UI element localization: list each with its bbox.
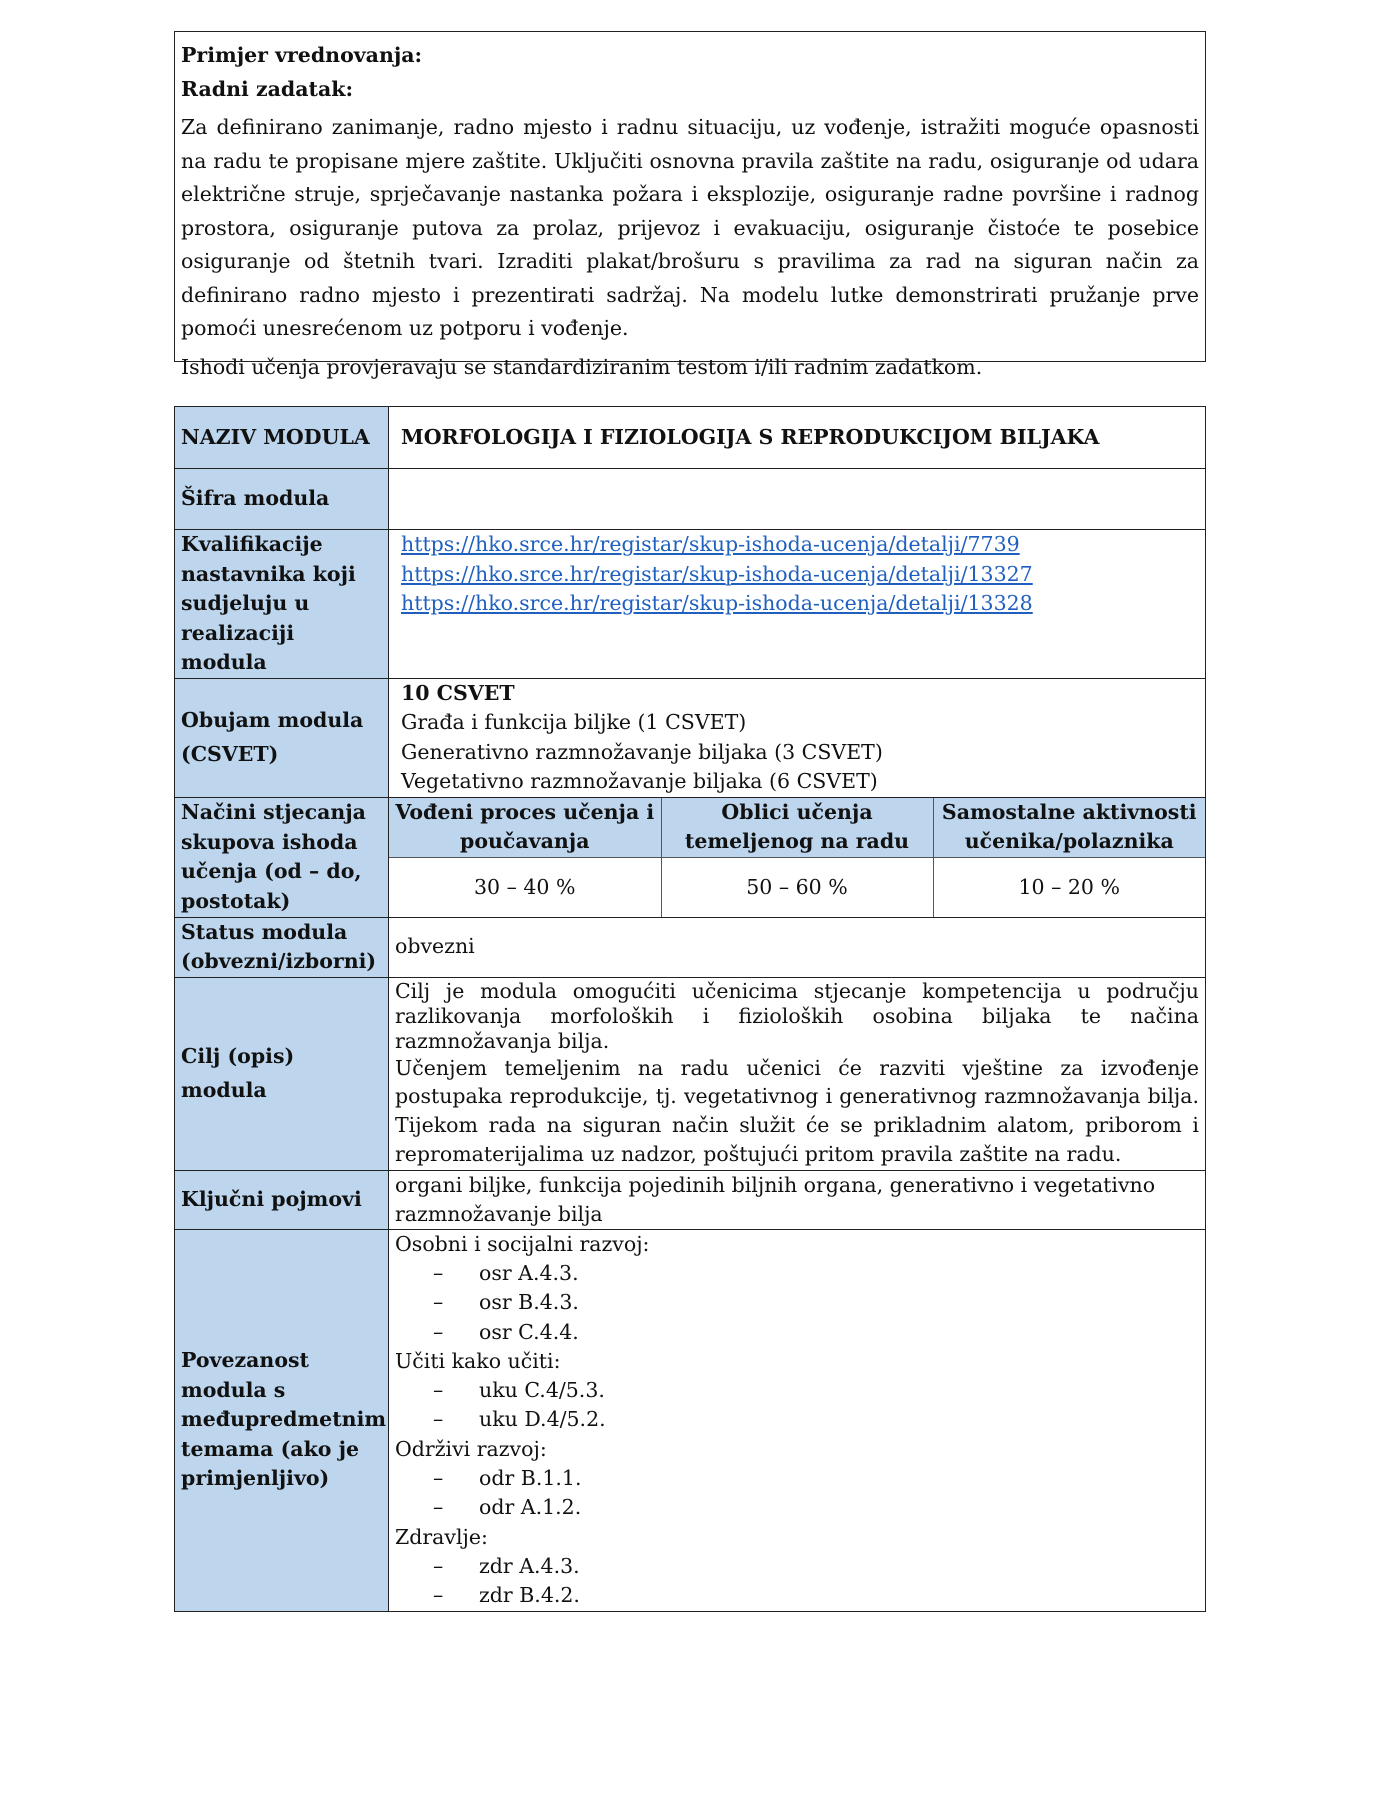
- methods-value: 50 – 60 %: [661, 858, 933, 917]
- cross-label: Povezanost modula s međupredmetnim temama (ako je primjenljivo): [175, 1229, 389, 1611]
- methods-header: Vođeni proces učenja i poučavanja: [389, 798, 661, 858]
- dash-bullet-icon: –: [433, 1290, 444, 1315]
- cross-item: – zdr B.4.2.: [395, 1581, 1199, 1610]
- status-label: Status modula (obvezni/izborni): [175, 917, 389, 977]
- cross-group-title: Učiti kako učiti:: [395, 1348, 561, 1373]
- status-value: obvezni: [389, 917, 1206, 977]
- keywords-label: Ključni pojmovi: [175, 1170, 389, 1229]
- module-name-label: NAZIV MODULA: [175, 407, 389, 469]
- dash-bullet-icon: –: [433, 1495, 444, 1520]
- dash-bullet-icon: –: [433, 1319, 444, 1344]
- methods-header: Oblici učenja temeljenog na radu: [661, 798, 933, 858]
- row-module-name: [175, 407, 1206, 469]
- cross-item: – zdr A.4.3.: [395, 1552, 1199, 1581]
- volume-item: Građa i funkcija biljke (1 CSVET): [401, 710, 747, 734]
- outcomes-text: Ishodi učenja provjeravaju se standardiziranim testom i/ili radnim zadatkom.: [181, 354, 983, 379]
- row-goal: [175, 977, 1206, 1170]
- cross-value: [389, 1229, 1206, 1611]
- cross-group-title: Osobni i socijalni razvoj:: [395, 1231, 650, 1256]
- volume-label: Obujam modula (CSVET): [175, 678, 389, 797]
- goal-value: [389, 977, 1206, 1170]
- qualification-link[interactable]: https://hko.srce.hr/registar/skup-ishoda-ucenja/detalji/13328: [401, 591, 1033, 615]
- module-code-label: Šifra modula: [175, 469, 389, 530]
- qualification-link[interactable]: https://hko.srce.hr/registar/skup-ishoda-ucenja/detalji/7739: [401, 532, 1020, 556]
- dash-bullet-icon: –: [433, 1407, 444, 1432]
- evaluation-heading: Primjer vrednovanja:: [181, 43, 423, 67]
- methods-label: Načini stjecanja skupova ishoda učenja (od – do, postotak): [175, 797, 389, 917]
- dash-bullet-icon: –: [433, 1466, 444, 1491]
- row-cross-curricular: [175, 1229, 1206, 1611]
- module-table: [174, 406, 1206, 1612]
- dash-bullet-icon: –: [433, 1553, 444, 1578]
- cross-item: – osr A.4.3.: [395, 1259, 1199, 1288]
- methods-subtable: [389, 798, 1205, 917]
- cross-item: – uku C.4/5.3.: [395, 1376, 1199, 1405]
- goal-paragraph: Cilj je modula omogućiti učenicima stjecanje kompetencija u području razlikovanja morfoloških i fizioloških osobina biljaka te načina razmnožavanja bilja.: [395, 978, 1199, 1053]
- cross-item: – osr C.4.4.: [395, 1318, 1199, 1347]
- row-volume: [175, 678, 1206, 797]
- qualification-link[interactable]: https://hko.srce.hr/registar/skup-ishoda-ucenja/detalji/13327: [401, 561, 1033, 586]
- evaluation-example-box: [174, 31, 1206, 379]
- volume-total: 10 CSVET: [401, 680, 515, 705]
- qualifications-label: Kvalifikacije nastavnika koji sudjeluju u realizaciji modula: [175, 530, 389, 679]
- dash-bullet-icon: –: [433, 1260, 444, 1285]
- cross-group-title: Održivi razvoj:: [395, 1436, 547, 1461]
- task-text: Za definirano zanimanje, radno mjesto i radnu situaciju, uz vođenje, istražiti moguće opasnosti na radu te propisane mjere zaštite. Uključiti osnovna pravila zaštite na radu, osiguranje od udara električne struje, sprječavanje nastanka požara i eksplozije, osiguranje radne površine i radnog prostora, osiguranje putova za prolaz, prijevoz i evakuaciju, osiguranje čistoće te posebice osiguranje od štetnih tvari. Izraditi plakat/brošuru s pravilima za rad na siguran način za definirano radno mjesto i prezentirati sadržaj. Na modelu lutke demonstrirati pružanje prve pomoći unesrećenom uz potporu i vođenje.: [181, 115, 1199, 340]
- goal-paragraph: Učenjem temeljenim na radu učenici će razviti vještine za izvođenje postupaka reprodukcije, tj. vegetativnog i generativnog razmnožavanja bilja. Tijekom rada na siguran način služit će se prikladnim alatom, priborom i repromaterijalima uz nadzor, poštujući pritom pravila zaštite na radu.: [395, 1055, 1199, 1166]
- cross-item: – odr A.1.2.: [395, 1493, 1199, 1522]
- qualifications-links: [389, 530, 1206, 679]
- volume-item: Generativno razmnožavanje biljaka (3 CSVET): [401, 739, 883, 764]
- methods-value: 10 – 20 %: [933, 858, 1205, 917]
- row-module-code: [175, 469, 1206, 530]
- methods-value: 30 – 40 %: [389, 858, 661, 917]
- cross-item: – uku D.4/5.2.: [395, 1405, 1199, 1434]
- volume-value: [389, 678, 1206, 797]
- goal-label: Cilj (opis) modula: [175, 977, 389, 1170]
- row-qualifications: [175, 530, 1206, 679]
- module-code-value: [389, 469, 1206, 530]
- dash-bullet-icon: –: [433, 1583, 444, 1608]
- cross-group-title: Zdravlje:: [395, 1524, 488, 1549]
- keywords-value: organi biljke, funkcija pojedinih biljnih organa, generativno i vegetativno razmnožavanje bilja: [389, 1170, 1206, 1229]
- row-learning-methods: [175, 797, 1206, 917]
- row-keywords: [175, 1170, 1206, 1229]
- cross-item: – odr B.1.1.: [395, 1464, 1199, 1493]
- cross-item: – osr B.4.3.: [395, 1288, 1199, 1317]
- module-name-value: MORFOLOGIJA I FIZIOLOGIJA S REPRODUKCIJOM BILJAKA: [401, 424, 1100, 449]
- task-heading: Radni zadatak:: [181, 77, 354, 101]
- methods-header: Samostalne aktivnosti učenika/polaznika: [933, 798, 1205, 858]
- dash-bullet-icon: –: [433, 1378, 444, 1403]
- volume-item: Vegetativno razmnožavanje biljaka (6 CSVET): [401, 769, 878, 793]
- row-status: [175, 917, 1206, 977]
